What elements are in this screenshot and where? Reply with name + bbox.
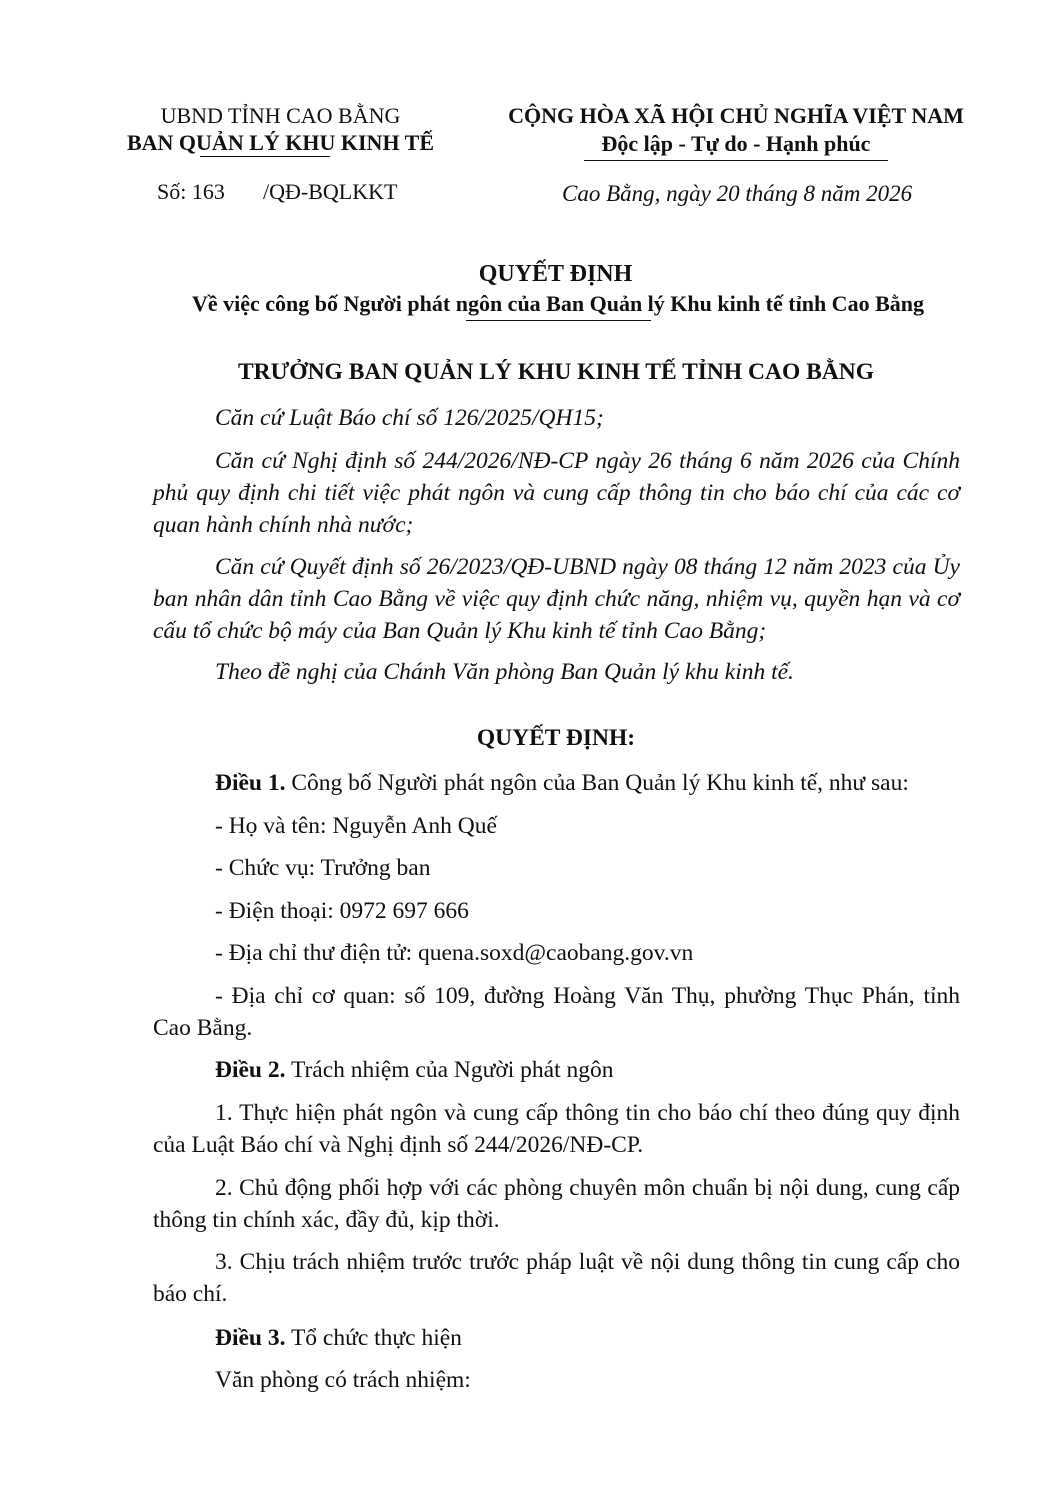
article-1-item: - Điện thoại: 0972 697 666	[215, 898, 469, 924]
legal-basis-2: Căn cứ Nghị định số 244/2026/NĐ-CP ngày 26 tháng 6 năm 2026 của Chính phủ quy định chi tiết việc phát ngôn và cung cấp thông tin cho báo chí của các cơ quan hành chính nhà nước;	[153, 448, 960, 538]
article-3-item: Văn phòng có trách nhiệm:	[215, 1367, 471, 1393]
issuing-authority: BAN QUẢN LÝ KHU KINH TẾ	[126, 130, 435, 155]
article-2-label: Điều 2.	[215, 1057, 286, 1083]
authority-heading: TRƯỞNG BAN QUẢN LÝ KHU KINH TẾ TỈNH CAO BẰNG	[237, 359, 875, 385]
legal-basis-4: Theo đề nghị của Chánh Văn phòng Ban Quản lý khu kinh tế.	[215, 659, 794, 685]
article-2-item: 1. Thực hiện phát ngôn và cung cấp thông tin cho báo chí theo đúng quy định của Luật Báo chí và Nghị định số 244/2026/NĐ-CP.	[153, 1100, 960, 1158]
place-date: Cao Bằng, ngày 20 tháng 8 năm 2026	[562, 181, 913, 206]
article-2-heading	[215, 1054, 614, 1086]
article-1-heading	[215, 767, 909, 799]
article-2-text: Trách nhiệm của Người phát ngôn	[285, 1057, 614, 1083]
article-1-item: - Chức vụ: Trưởng ban	[215, 855, 431, 881]
article-3-label: Điều 3.	[215, 1325, 286, 1351]
document-number: Số: 163	[157, 179, 225, 204]
national-title: CỘNG HÒA XÃ HỘI CHỦ NGHĨA VIỆT NAM	[508, 103, 964, 128]
legal-basis-1: Căn cứ Luật Báo chí số 126/2025/QH15;	[215, 405, 604, 431]
national-motto: Độc lập - Tự do - Hạnh phúc	[601, 131, 871, 156]
national-motto-underline	[584, 160, 888, 161]
decision-heading: QUYẾT ĐỊNH:	[476, 725, 636, 751]
article-2-item: 3. Chịu trách nhiệm trước trước pháp luật về nội dung thông tin cung cấp cho báo chí.	[153, 1249, 960, 1307]
article-1-item: - Địa chỉ cơ quan: số 109, đường Hoàng Văn Thụ, phường Thục Phán, tỉnh Cao Bằng.	[153, 983, 960, 1041]
issuing-authority-underline	[200, 156, 330, 157]
article-1-item: - Địa chỉ thư điện tử: quena.soxd@caobang.gov.vn	[215, 940, 694, 966]
article-3-text: Tổ chức thực hiện	[285, 1325, 462, 1351]
article-3-heading	[215, 1322, 462, 1354]
document-number-suffix: /QĐ-BQLKKT	[263, 179, 398, 204]
legal-basis-3: Căn cứ Quyết định số 26/2023/QĐ-UBND ngày 08 tháng 12 năm 2023 của Ủy ban nhân dân tỉnh Cao Bằng về việc quy định chức năng, nhiệm vụ, quyền hạn và cơ cấu tổ chức bộ máy của Ban Quản lý Khu kinh tế tỉnh Cao Bằng;	[153, 554, 960, 644]
document-subject: Về việc công bố Người phát ngôn của Ban Quản lý Khu kinh tế tỉnh Cao Bằng	[192, 291, 924, 316]
subject-underline	[466, 320, 651, 321]
article-1-item: - Họ và tên: Nguyễn Anh Quế	[215, 813, 497, 839]
document-type-title: QUYẾT ĐỊNH	[478, 261, 633, 287]
article-1-label: Điều 1.	[215, 770, 286, 796]
issuing-authority-parent: UBND TỈNH CAO BẰNG	[160, 103, 401, 128]
article-1-text: Công bố Người phát ngôn của Ban Quản lý Khu kinh tế, như sau:	[285, 770, 909, 796]
article-2-item: 2. Chủ động phối hợp với các phòng chuyên môn chuẩn bị nội dung, cung cấp thông tin chính xác, đầy đủ, kịp thời.	[153, 1175, 960, 1233]
